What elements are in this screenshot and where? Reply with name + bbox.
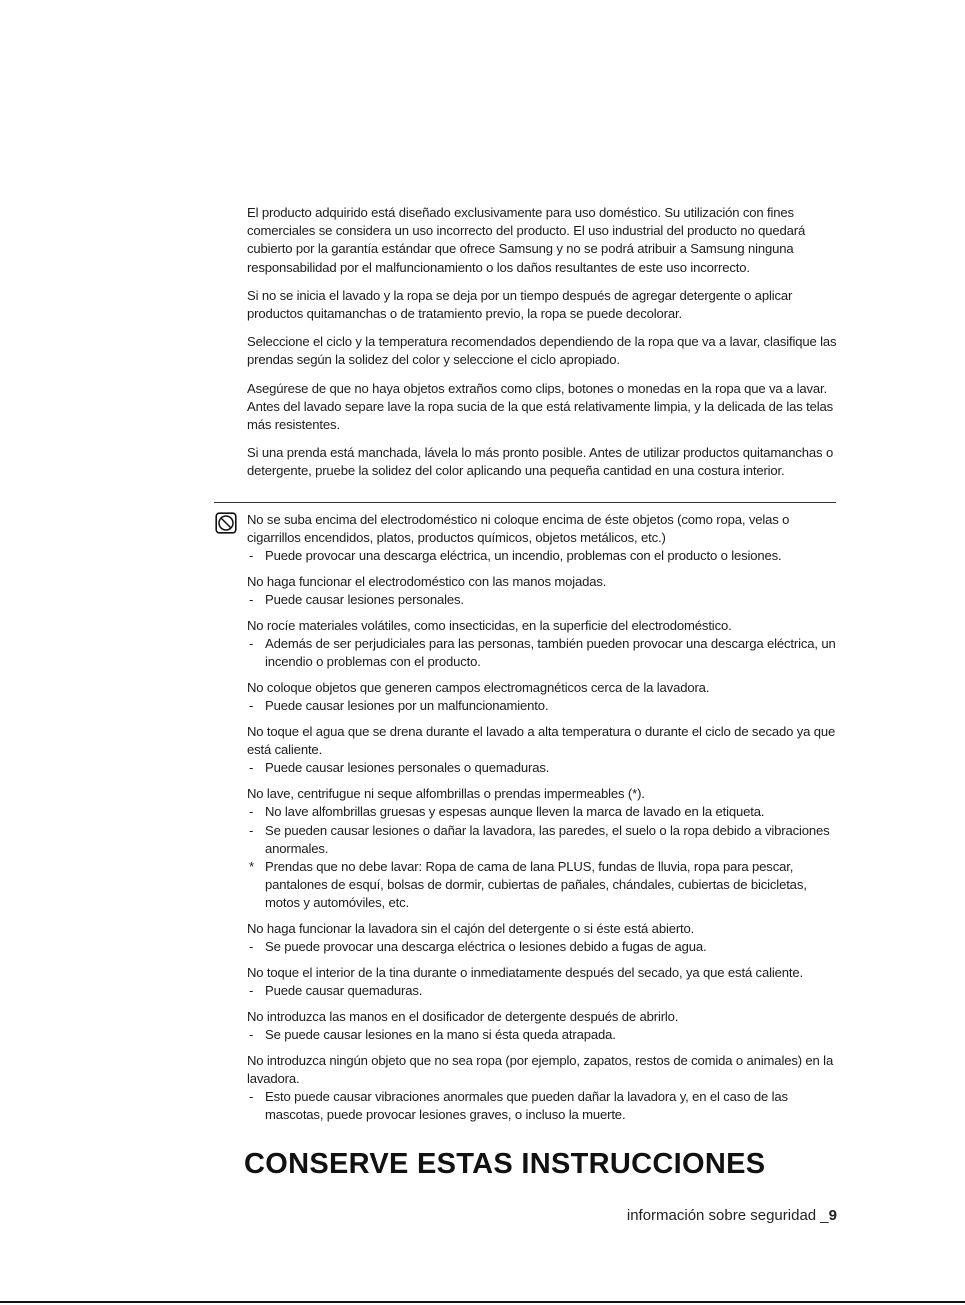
consequence-text: Puede causar quemaduras. <box>265 983 423 999</box>
list-marker: - <box>249 636 254 652</box>
warning-consequence <box>247 938 839 956</box>
consequence-text: No lave alfombrillas gruesas y espesas aunque lleven la marca de lavado en la etiqueta. <box>265 804 765 820</box>
consequence-text: Puede causar lesiones personales. <box>265 592 464 608</box>
page-footer <box>627 1207 837 1224</box>
section-divider <box>214 502 836 503</box>
warning-text: No lave, centrifugue ni seque alfombrillas o prendas impermeables (*). <box>247 786 645 802</box>
closing-heading: CONSERVE ESTAS INSTRUCCIONES <box>244 1148 766 1180</box>
warning-consequence <box>247 982 839 1000</box>
warning-item <box>247 964 839 1000</box>
list-marker: - <box>249 983 254 999</box>
list-marker: - <box>249 760 254 776</box>
intro-paragraph: Si una prenda está manchada, lávela lo más pronto posible. Antes de utilizar productos quitamanchas o detergente, pruebe la solidez del color aplicando una pequeña cantidad en una costura interior. <box>247 445 834 479</box>
warning-item <box>247 785 839 912</box>
list-marker: - <box>249 1027 254 1043</box>
intro-paragraph: El producto adquirido está diseñado exclusivamente para uso doméstico. Su utilización con fines comerciales se considera un uso incorrecto del producto. El uso industrial del producto no quedará cubierto por la garantía estándar que ofrece Samsung y no se podrá atribuir a Samsung ninguna responsabilidad por el malfuncionamiento o los daños resultantes de este uso incorrecto. <box>247 205 806 275</box>
warning-item <box>247 723 839 778</box>
warning-consequence <box>247 803 839 821</box>
warning-item <box>247 511 839 566</box>
warning-item <box>247 617 839 672</box>
consequence-text: Puede provocar una descarga eléctrica, un incendio, problemas con el producto o lesiones. <box>265 548 782 564</box>
warning-text: No haga funcionar el electrodoméstico con las manos mojadas. <box>247 574 607 590</box>
consequence-text: Se puede causar lesiones en la mano si ésta queda atrapada. <box>265 1027 616 1043</box>
intro-paragraph: Seleccione el ciclo y la temperatura recomendados dependiendo de la ropa que va a lavar, clasifique las prendas según la solidez del color y seleccione el ciclo apropiado. <box>247 334 837 368</box>
warning-item <box>247 1052 839 1125</box>
intro-paragraph: Asegúrese de que no haya objetos extraños como clips, botones o monedas en la ropa que va a lavar. Antes del lavado separe lave la ropa sucia de la que está relativamente limpia, y la delicada de las telas más resistentes. <box>247 380 834 433</box>
prohibition-icon <box>215 512 237 534</box>
list-marker: - <box>249 592 254 608</box>
warning-text: No introduzca ningún objeto que no sea ropa (por ejemplo, zapatos, restos de comida o animales) en la lavadora. <box>247 1052 834 1086</box>
consequence-text: Esto puede causar vibraciones anormales que pueden dañar la lavadora y, en el caso de las mascotas, puede provocar lesiones graves, o incluso la muerte. <box>265 1089 788 1123</box>
list-marker: - <box>249 1089 254 1105</box>
consequence-text: Se puede provocar una descarga eléctrica o lesiones debido a fugas de agua. <box>265 939 707 955</box>
note-text: Prendas que no debe lavar: Ropa de cama de lana PLUS, fundas de lluvia, ropa para pescar, pantalones de esquí, bolsas de dormir, cubiertas de pañales, chándales, cubiertas de bicicletas, motos y automóviles, etc. <box>265 858 807 911</box>
footer-section-title: información sobre seguridad _ <box>626 1207 829 1224</box>
warning-text: No haga funcionar la lavadora sin el cajón del detergente o si éste está abierto. <box>247 921 695 937</box>
warning-consequence <box>247 635 839 671</box>
consequence-text: Se pueden causar lesiones o dañar la lavadora, las paredes, el suelo o la ropa debido a vibraciones anormales. <box>265 822 830 856</box>
list-marker: - <box>249 548 254 564</box>
list-marker: - <box>249 698 254 714</box>
intro-paragraph: Si no se inicia el lavado y la ropa se deja por un tiempo después de agregar detergente o aplicar productos quitamanchas o de tratamiento previo, la ropa se puede decolorar. <box>247 287 793 322</box>
intro-section <box>247 204 839 481</box>
warning-note <box>247 858 839 913</box>
consequence-text: Puede causar lesiones por un malfuncionamiento. <box>265 698 549 714</box>
warning-consequence <box>247 1088 839 1124</box>
consequence-text: Puede causar lesiones personales o quemaduras. <box>265 760 550 776</box>
warning-consequence <box>247 697 839 715</box>
warning-text: No toque el interior de la tina durante o inmediatamente después del secado, ya que está caliente. <box>247 964 803 980</box>
list-marker: - <box>249 822 254 838</box>
warning-text: No coloque objetos que generen campos electromagnéticos cerca de la lavadora. <box>247 680 710 696</box>
warning-consequence <box>247 822 839 858</box>
warning-text: No toque el agua que se drena durante el lavado a alta temperatura o durante el ciclo de secado ya que está caliente. <box>247 724 836 758</box>
page-number: 9 <box>828 1207 837 1224</box>
page-bottom-rule <box>0 1301 965 1303</box>
warning-text: No rocíe materiales volátiles, como insecticidas, en la superficie del electrodoméstico. <box>247 618 732 634</box>
warning-text: No se suba encima del electrodoméstico ni coloque encima de éste objetos (como ropa, velas o cigarrillos encendidos, platos, productos químicos, objetos metálicos, etc.) <box>247 512 790 546</box>
warning-consequence <box>247 759 839 777</box>
warning-item <box>247 1008 839 1044</box>
warning-consequence <box>247 1026 839 1044</box>
warning-consequence <box>247 591 839 609</box>
warning-item <box>247 573 839 609</box>
warning-consequence <box>247 547 839 565</box>
warning-text: No introduzca las manos en el dosificador de detergente después de abrirlo. <box>247 1008 679 1024</box>
list-marker: - <box>249 939 254 955</box>
list-marker: - <box>249 804 254 820</box>
list-marker: * <box>249 858 254 874</box>
consequence-text: Además de ser perjudiciales para las personas, también pueden provocar una descarga eléctrica, un incendio o problemas con el producto. <box>265 636 836 670</box>
warning-item <box>247 920 839 956</box>
warning-item <box>247 679 839 715</box>
warnings-section <box>247 511 839 1132</box>
